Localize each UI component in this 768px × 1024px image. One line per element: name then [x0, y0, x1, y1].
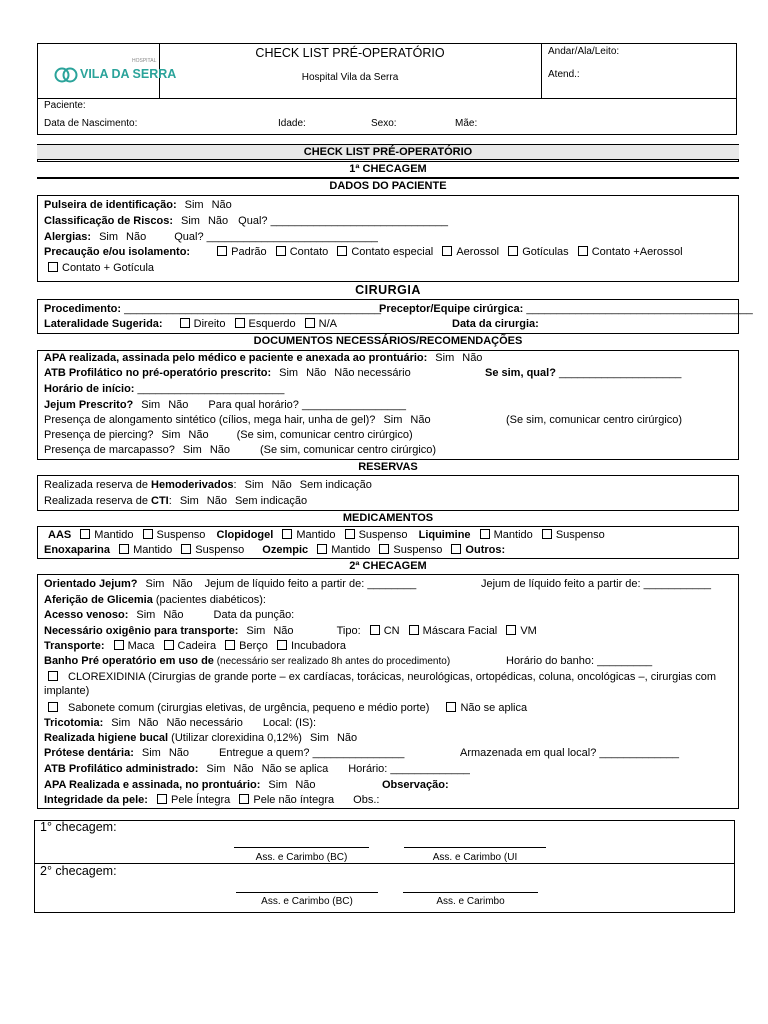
oxigenio-row: Necessário oxigênio para transporte: Sim Não Tipo: CN Máscara Facial VM	[44, 625, 537, 637]
banho-row: Banho Pré operatório em uso de (necessário ser realizado 8h antes do procedimento)	[44, 655, 451, 667]
sig-label-bc-2: Ass. e Carimbo (BC)	[261, 896, 353, 907]
clorex-row: CLOREXIDINIA (Cirurgias de grande porte – ex cardíacas, torácicas, neurológicas, ortopédicas, coluna, oncológicas –, cirurgias com	[42, 671, 716, 684]
sig-label-ui: Ass. e Carimbo (UI	[432, 852, 518, 863]
cti-row: Realizada reserva de CTI: Sim Não Sem indicação	[44, 495, 308, 507]
checkbox[interactable]	[305, 318, 315, 328]
signature-line[interactable]	[236, 892, 378, 893]
pulseira-row: Pulseira de identificação: Sim Não	[44, 199, 232, 211]
checkbox[interactable]	[379, 544, 389, 554]
page-title: CHECK LIST PRÉ-OPERATÓRIO	[255, 46, 445, 60]
jejum-row: Jejum Prescrito? Sim Não Para qual horário? _________________	[44, 399, 406, 411]
checkbox[interactable]	[235, 318, 245, 328]
checkbox[interactable]	[180, 318, 190, 328]
comunicar-note-1: (Se sim, comunicar centro cirúrgico)	[506, 414, 683, 426]
higiene-row: Realizada higiene bucal (Utilizar clorexidina 0,12%) Sim Não	[44, 732, 358, 744]
piercing-row: Presença de piercing? Sim Não (Se sim, comunicar centro cirúrgico)	[44, 429, 413, 441]
riscos-row: Classificação de Riscos: Sim Não Qual? _____________________________	[44, 215, 448, 227]
checkbox[interactable]	[317, 544, 327, 554]
tricotomia-row: Tricotomia: Sim Não Não necessário Local: (IS):	[44, 717, 317, 729]
reservas-title: RESERVAS	[37, 459, 739, 476]
checkbox[interactable]	[48, 671, 58, 681]
first-check-title: 1ª CHECAGEM	[37, 161, 739, 178]
checkbox[interactable]	[277, 640, 287, 650]
checkbox[interactable]	[451, 544, 461, 554]
second-check-label: 2° checagem:	[40, 864, 117, 878]
checkbox[interactable]	[164, 640, 174, 650]
checkbox[interactable]	[345, 529, 355, 539]
documentos-title: DOCUMENTOS NECESSÁRIOS/RECOMENDAÇÕES	[37, 333, 739, 351]
protese-row: Prótese dentária: Sim Não Entregue a quem? _______________	[44, 747, 405, 759]
paciente-label: Paciente:	[44, 100, 86, 111]
checkbox[interactable]	[119, 544, 129, 554]
procedimento-row: Procedimento: __________________________________________	[44, 303, 382, 315]
preceptor-row: Preceptor/Equipe cirúrgica: _____________________________________	[379, 303, 753, 315]
lateralidade-row: Lateralidade Sugerida: Direito Esquerdo N/A	[44, 318, 338, 330]
hospital-logo	[52, 58, 177, 88]
signature-line[interactable]	[403, 892, 538, 893]
transporte-row: Transporte: Maca Cadeira Berço Incubadora	[44, 640, 346, 652]
nascimento-label: Data de Nascimento:	[44, 118, 138, 129]
first-check-label: 1° checagem:	[40, 820, 117, 834]
integridade-row: Integridade da pele: Pele Íntegra Pele não íntegra Obs.:	[44, 794, 380, 806]
checkbox[interactable]	[225, 640, 235, 650]
medicamentos-title: MEDICAMENTOS	[37, 510, 739, 527]
sabonete-row: Sabonete comum (cirurgias eletivas, de urgência, pequeno e médio porte) Não se aplica	[42, 702, 527, 715]
data-cirurgia-label: Data da cirurgia:	[452, 318, 539, 330]
checkbox[interactable]	[508, 246, 518, 256]
jejum-liquido-2: Jejum de líquido feito a partir de: ___________	[481, 578, 711, 590]
precaucao-row-2: Contato + Gotícula	[42, 262, 154, 275]
atb2-row: ATB Profilático administrado: Sim Não Não se aplica Horário: _____________	[44, 763, 470, 775]
andar-label: Andar/Ala/Leito:	[548, 46, 620, 57]
checkbox[interactable]	[239, 794, 249, 804]
hospital-name: Hospital Vila da Serra	[301, 72, 399, 83]
meds-row-2: Enoxaparina Mantido Suspenso Ozempic Mantido Suspenso Outros:	[44, 544, 506, 556]
observacao-label: Observação:	[382, 779, 449, 791]
form-title: CHECK LIST PRÉ-OPERATÓRIO	[37, 144, 739, 160]
checkbox[interactable]	[276, 246, 286, 256]
meds-row-1: AAS Mantido Suspenso Clopidogel Mantido Suspenso Liquimine Mantido Suspenso	[48, 529, 605, 541]
checkbox[interactable]	[48, 262, 58, 272]
horario-row: Horário de início: ________________________	[44, 383, 285, 395]
checkbox[interactable]	[446, 702, 456, 712]
cirurgia-title: CIRURGIA	[37, 281, 739, 300]
second-check-title: 2ª CHECAGEM	[37, 558, 739, 575]
atend-label: Atend.:	[548, 69, 580, 80]
dados-title: DADOS DO PACIENTE	[37, 178, 739, 196]
pulseira-nao[interactable]: Não	[211, 199, 232, 211]
logo-small-text: HOSPITAL	[132, 58, 157, 64]
checkbox[interactable]	[217, 246, 227, 256]
checkbox[interactable]	[181, 544, 191, 554]
se-sim-qual: Se sim, qual? ____________________	[485, 367, 682, 379]
clorex-row-2: implante)	[44, 685, 90, 697]
precaucao-row: Precaução e/ou isolamento: Padrão Contato Contato especial Aerossol Gotículas Contato +Aerossol	[44, 246, 683, 258]
checkbox[interactable]	[157, 794, 167, 804]
glicemia-row: Aferição de Glicemia (pacientes diabéticos):	[44, 594, 266, 606]
signature-line[interactable]	[404, 847, 546, 848]
acesso-row: Acesso venoso: Sim Não Data da punção:	[44, 609, 295, 621]
sig-label-carimbo: Ass. e Carimbo	[436, 896, 505, 907]
mae-label: Mãe:	[455, 118, 478, 129]
sexo-label: Sexo:	[371, 118, 397, 129]
apa2-row: APA Realizada e assinada, no prontuário: Sim Não	[44, 779, 316, 791]
signature-box	[34, 820, 735, 913]
checkbox[interactable]	[282, 529, 292, 539]
checkbox[interactable]	[409, 625, 419, 635]
checkbox[interactable]	[80, 529, 90, 539]
checkbox[interactable]	[143, 529, 153, 539]
armazenada-label: Armazenada em qual local? _____________	[460, 747, 679, 759]
apa-row: APA realizada, assinada pelo médico e paciente e anexada ao prontuário: Sim Não	[44, 352, 483, 364]
sig-label-bc: Ass. e Carimbo (BC)	[255, 852, 348, 863]
pulseira-sim[interactable]: Sim	[184, 199, 204, 211]
checkbox[interactable]	[578, 246, 588, 256]
alergias-row: Alergias: Sim Não Qual? ____________________________	[44, 231, 378, 243]
hemoderivados-row: Realizada reserva de Hemoderivados: Sim Não Sem indicação	[44, 479, 372, 491]
alongamento-row: Presença de alongamento sintético (cílios, mega hair, unha de gel)? Sim Não	[44, 414, 431, 426]
checkbox[interactable]	[337, 246, 347, 256]
checkbox[interactable]	[48, 702, 58, 712]
checkbox[interactable]	[506, 625, 516, 635]
atb-row: ATB Profilático no pré-operatório prescrito: Sim Não Não necessário	[44, 367, 411, 379]
checkbox[interactable]	[114, 640, 124, 650]
idade-label: Idade:	[278, 118, 306, 129]
marcapasso-row: Presença de marcapasso? Sim Não (Se sim, comunicar centro cirúrgico)	[44, 444, 437, 456]
checkbox[interactable]	[442, 246, 452, 256]
horario-banho: Horário do banho: _________	[506, 655, 653, 667]
checkbox[interactable]	[370, 625, 380, 635]
logo-icon	[54, 66, 78, 84]
logo-text: VILA DA SERRA	[80, 67, 177, 81]
checkbox[interactable]	[542, 529, 552, 539]
orientado-row: Orientado Jejum? Sim Não Jejum de líquido feito a partir de: ________	[44, 578, 417, 590]
signature-line[interactable]	[234, 847, 369, 848]
checkbox[interactable]	[480, 529, 490, 539]
